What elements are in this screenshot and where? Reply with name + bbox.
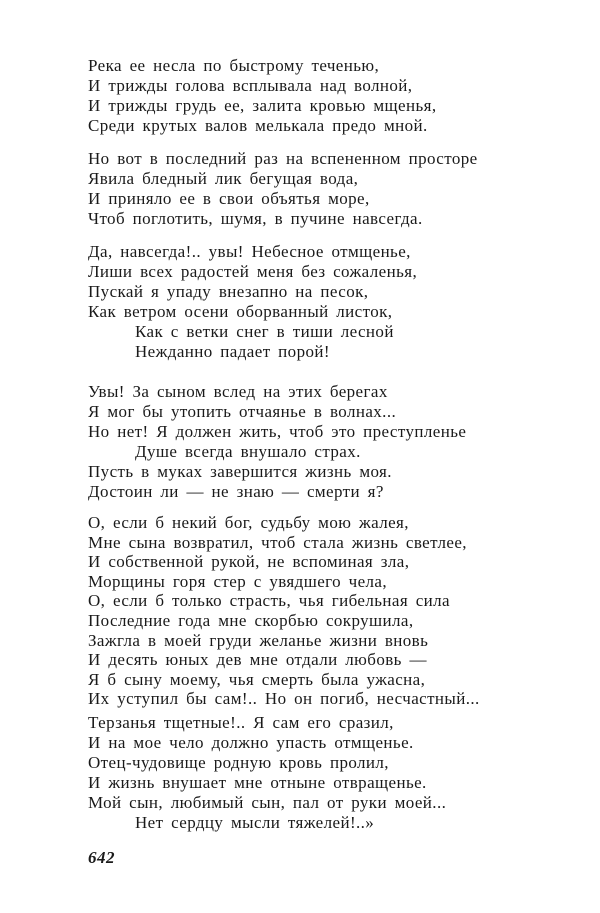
poem-line: И десять юных дев мне отдали любовь — [88,650,427,670]
poem-line: Да, навсегда!.. увы! Небесное отмщенье, [88,242,411,261]
poem-line: Нежданно падает порой! [135,342,330,361]
poem-line: Но вот в последний раз на вспененном просторе [88,149,478,168]
poem-line: И трижды грудь ее, залита кровью мщенья, [88,96,437,115]
poem-line: Река ее несла по быстрому теченью, [88,56,380,75]
stanza [88,382,558,502]
poem-line: Пускай я упаду внезапно на песок, [88,282,369,301]
poem-line: О, если б некий бог, судьбу мою жалея, [88,513,409,532]
poem-line: И на мое чело должно упасть отмщенье. [88,733,414,752]
stanza [88,713,558,833]
stanza [88,242,558,362]
poem-line: И трижды голова всплывала над волной, [88,76,413,95]
poem-line: Отец-чудовище родную кровь пролил, [88,753,389,772]
poem-line: Лиши всех радостей меня без сожаленья, [88,262,418,281]
poem-line: Душе всегда внушало страх. [135,442,361,461]
poem-line: Их уступил бы сам!.. Но он погиб, несчастный... [88,689,480,709]
poem-line: Среди крутых валов мелькала предо мной. [88,116,428,135]
poem-line: Пусть в муках завершится жизнь моя. [88,462,392,481]
poem-line: Я б сыну моему, чья смерть была ужасна, [88,669,426,689]
poem-line: И жизнь внушает мне отныне отвращенье. [88,773,427,792]
poem-line: Чтоб поглотить, шумя, в пучине навсегда. [88,209,423,228]
poem-line: И собственной рукой, не вспоминая зла, [88,552,410,572]
poem-line: Нет сердцу мысли тяжелей!..» [135,813,375,832]
poem-line: Терзанья тщетные!.. Я сам его сразил, [88,713,394,732]
poem-line: Мой сын, любимый сын, пал от руки моей... [88,793,447,812]
poem-line: О, если б только страсть, чья гибельная сила [88,591,450,611]
poem-line: Последние года мне скорбью сокрушила, [88,610,414,630]
page-number: 642 [88,848,115,867]
poem-line: Но нет! Я должен жить, чтоб это преступленье [88,422,467,441]
poem-line: Увы! За сыном вслед на этих берегах [88,382,388,401]
poem-line: Явила бледный лик бегущая вода, [88,169,359,188]
poem-line: Морщины горя стер с увядшего чела, [88,571,388,591]
stanza [88,56,558,136]
poem-line: Я мог бы утопить отчаянье в волнах... [88,402,397,421]
poem-line: И приняло ее в свои объятья море, [88,189,370,208]
poem-line: Как с ветки снег в тиши лесной [135,322,394,341]
stanza [88,149,558,229]
poem-line: Как ветром осени оборванный листок, [88,302,393,321]
poem-line: Достоин ли — не знаю — смерти я? [88,482,384,501]
poem-line: Зажгла в моей груди желанье жизни вновь [88,630,429,650]
stanza [88,513,558,709]
poem-line: Мне сына возвратил, чтоб стала жизнь светлее, [88,532,467,552]
